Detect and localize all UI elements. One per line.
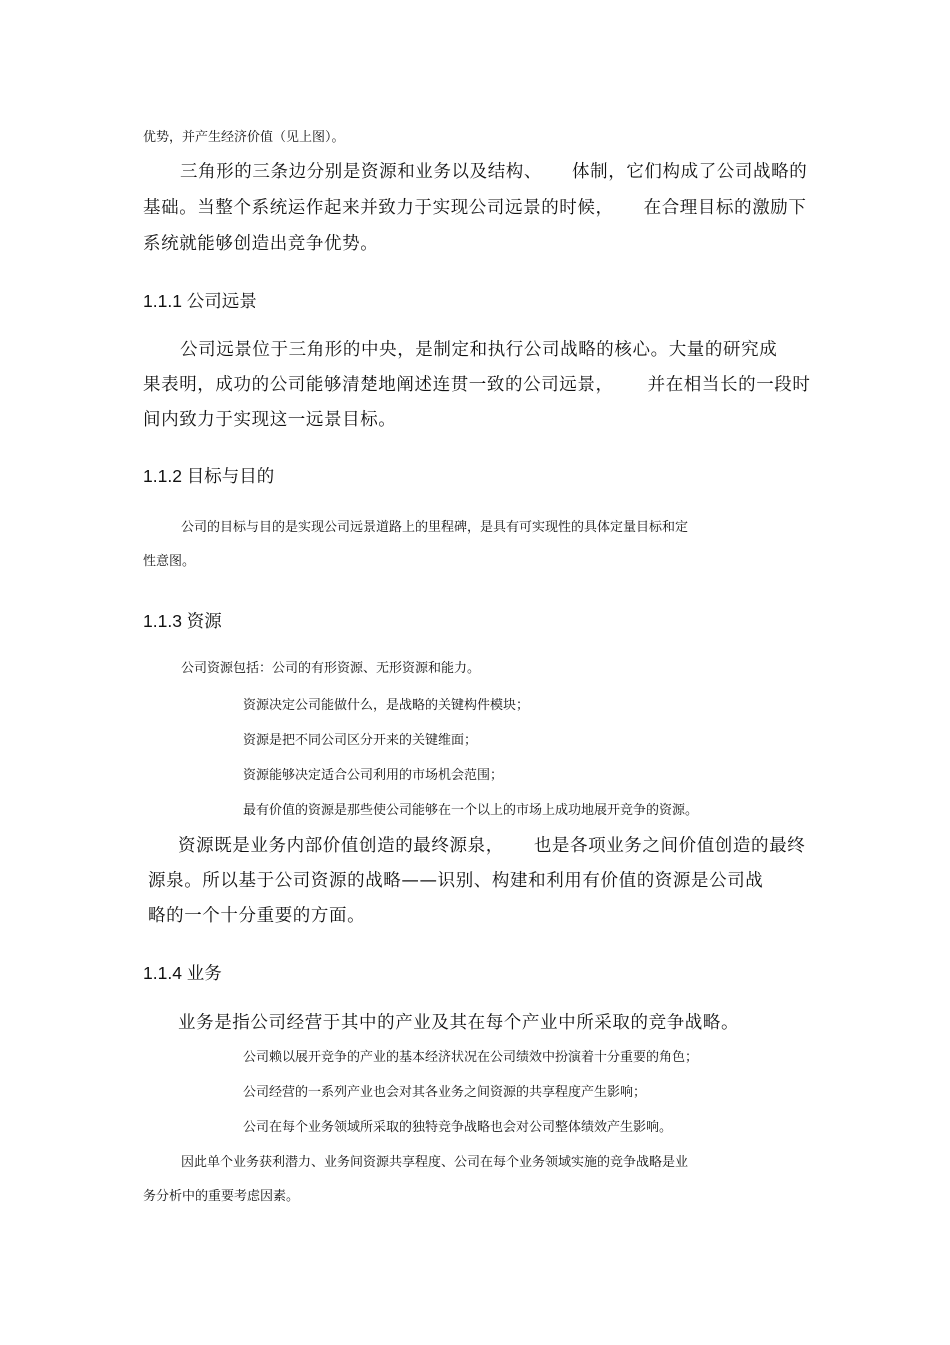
paragraph-line: 务分析中的重要考虑因素。 bbox=[143, 1189, 300, 1204]
list-item: 公司在每个业务领域所采取的独特竞争战略也会对公司整体绩效产生影响。 bbox=[243, 1120, 673, 1135]
paragraph-text: 体制，它们构成了公司战略的 bbox=[572, 162, 808, 182]
list-item: 资源能够决定适合公司利用的市场机会范围； bbox=[243, 768, 504, 783]
paragraph-line: 源泉。所以基于公司资源的战略——识别、构建和利用有价值的资源是公司战 bbox=[148, 871, 764, 891]
paragraph-line: 间内致力于实现这一远景目标。 bbox=[143, 410, 397, 430]
paragraph-text: 果表明，成功的公司能够清楚地阐述连贯一致的公司远景， bbox=[143, 375, 614, 395]
list-item: 公司赖以展开竞争的产业的基本经济状况在公司绩效中扮演着十分重要的角色； bbox=[243, 1050, 699, 1065]
paragraph-text: 资源既是业务内部价值创造的最终源泉， bbox=[178, 836, 504, 856]
paragraph-line: 因此单个业务获利潜力、业务间资源共享程度、公司在每个业务领域实施的竞争战略是业 bbox=[181, 1155, 689, 1170]
paragraph-line: 性意图。 bbox=[143, 554, 196, 569]
section-heading: 1.1.4 业务 bbox=[143, 963, 222, 983]
paragraph-line bbox=[143, 194, 807, 219]
paragraph-line: 公司远景位于三角形的中央，是制定和执行公司战略的核心。大量的研究成 bbox=[180, 340, 778, 360]
paragraph-line: 公司资源包括：公司的有形资源、无形资源和能力。 bbox=[181, 661, 481, 676]
paragraph-line: 略的一个十分重要的方面。 bbox=[148, 906, 366, 926]
paragraph-text: 三角形的三条边分别是资源和业务以及结构、 bbox=[180, 162, 542, 182]
paragraph-line: 业务是指公司经营于其中的产业及其在每个产业中所采取的竞争战略。 bbox=[178, 1013, 740, 1033]
paragraph-text: 并在相当长的一段时 bbox=[647, 375, 811, 395]
section-heading: 1.1.3 资源 bbox=[143, 611, 222, 631]
list-item: 资源决定公司能做什么，是战略的关键构件模块； bbox=[243, 698, 530, 713]
intro-line: 优势，并产生经济价值（见上图）。 bbox=[143, 130, 345, 145]
paragraph-text: 也是各项业务之间价值创造的最终 bbox=[533, 836, 806, 856]
paragraph-line bbox=[143, 371, 811, 396]
paragraph-text: 在合理目标的激励下 bbox=[643, 198, 807, 218]
list-item: 资源是把不同公司区分开来的关键维面； bbox=[243, 733, 478, 748]
paragraph-line bbox=[180, 158, 807, 183]
list-item: 最有价值的资源是那些使公司能够在一个以上的市场上成功地展开竞争的资源。 bbox=[243, 803, 699, 818]
paragraph-line: 公司的目标与目的是实现公司远景道路上的里程碑，是具有可实现性的具体定量目标和定 bbox=[181, 520, 689, 535]
list-item: 公司经营的一系列产业也会对其各业务之间资源的共享程度产生影响； bbox=[243, 1085, 647, 1100]
section-heading: 1.1.1 公司远景 bbox=[143, 291, 257, 311]
paragraph-line: 系统就能够创造出竞争优势。 bbox=[143, 234, 379, 254]
section-heading: 1.1.2 目标与目的 bbox=[143, 466, 275, 486]
paragraph-text: 基础。当整个系统运作起来并致力于实现公司远景的时候， bbox=[143, 198, 614, 218]
paragraph-line bbox=[178, 832, 805, 857]
